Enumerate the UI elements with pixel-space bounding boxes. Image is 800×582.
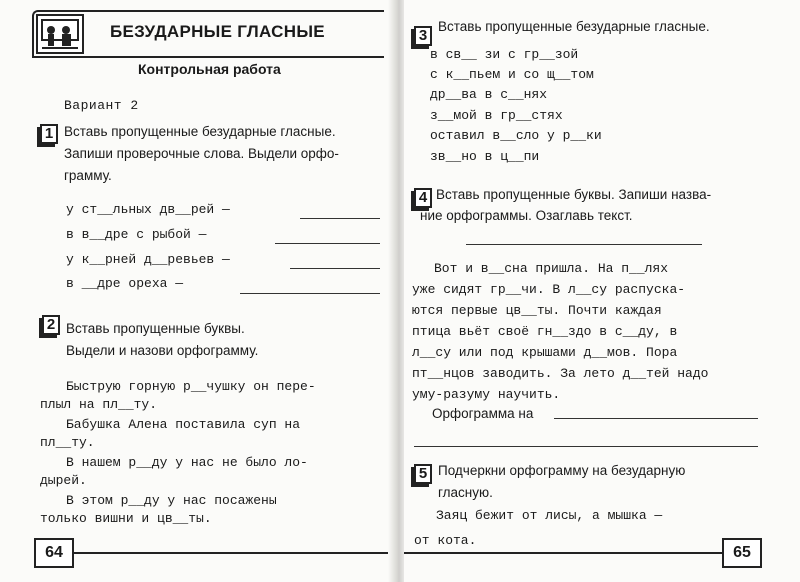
task1-instruction-line3: грамму. (64, 168, 112, 183)
task3-item: оставил в__сло у р__ки (430, 128, 602, 143)
task-number-3: 3 (414, 26, 432, 46)
illustration-logo (36, 14, 84, 54)
task2-text-line: В нашем р__ду у нас не было ло- (66, 455, 308, 470)
task2-text-line: В этом р__ду у нас посажены (66, 493, 277, 508)
task4-text-line: ются первые цв__ты. Почти каждая (412, 303, 662, 318)
task3-item: в св__ зи с гр__зой (430, 47, 579, 62)
title-answer-line[interactable] (466, 244, 702, 245)
task-number-4: 4 (414, 188, 432, 208)
task3-item: з__мой в гр__стях (430, 108, 563, 123)
page-subtitle: Контрольная работа (138, 61, 281, 77)
task4-text-line: л__су или под крышами д__мов. Пора (412, 345, 678, 360)
task-number-2: 2 (42, 315, 60, 335)
task3-instruction: Вставь пропущенные безударные гласные. (438, 19, 710, 34)
task1-item: в __дре ореха — (66, 276, 184, 291)
task4-instruction-line1: Вставь пропущенные буквы. Запиши назва- (436, 187, 712, 202)
task2-text-line: плыл на пл__ту. (40, 397, 158, 412)
task4-text-line: птица вьёт своё гн__здо в с__ду, в (412, 324, 678, 339)
answer-line[interactable] (290, 268, 380, 269)
task4-text-line: Вот и в__сна пришла. На п__лях (434, 261, 669, 276)
task-number-5: 5 (414, 464, 432, 484)
task2-text-line: только вишни и цв__ты. (40, 511, 212, 526)
variant-label: Вариант 2 (64, 98, 139, 113)
right-page (404, 0, 800, 582)
section-title: БЕЗУДАРНЫЕ ГЛАСНЫЕ (110, 22, 325, 41)
task5-instruction-line2: гласную. (438, 485, 493, 500)
orthogram-label: Орфограмма на (432, 406, 534, 421)
orthogram-answer-line[interactable] (554, 418, 758, 419)
bottom-rule-right (404, 552, 722, 554)
task2-text-line: дырей. (40, 473, 87, 488)
task3-item: с к__пьем и со щ__том (430, 67, 594, 82)
task-number-1: 1 (40, 124, 58, 144)
answer-line[interactable] (275, 243, 380, 244)
orthogram-answer-line-2[interactable] (414, 446, 758, 447)
task4-text-line: уже сидят гр__чи. В л__су распуска- (412, 282, 686, 297)
task4-instruction-line2: ние орфограммы. Озаглавь текст. (420, 208, 633, 223)
task1-item: у ст__льных дв__рей — (66, 202, 230, 217)
task2-text-line: Бабушка Алена поставила суп на (66, 417, 301, 432)
left-page (0, 0, 392, 582)
task5-text-line: Заяц бежит от лисы, а мышка — (436, 508, 663, 523)
task4-text-line: уму-разуму научить. (412, 387, 561, 402)
page-number-left: 64 (34, 538, 74, 568)
task1-instruction-line2: Запиши проверочные слова. Выдели орфо- (64, 146, 339, 161)
task2-instruction-line1: Вставь пропущенные буквы. (66, 321, 245, 336)
children-at-board-icon (40, 18, 80, 50)
task2-text-line: пл__ту. (40, 435, 95, 450)
task4-text-line: пт__нцов заводить. За лето д__тей надо (412, 366, 709, 381)
answer-line[interactable] (300, 218, 380, 219)
task1-item: у к__рней д__ревьев — (66, 252, 230, 267)
task5-text-line: от кота. (414, 533, 477, 548)
task2-text-line: Быструю горную р__чушку он пере- (66, 379, 316, 394)
task3-item: др__ва в с__нях (430, 87, 548, 102)
page-number-right: 65 (722, 538, 762, 568)
task1-item: в в__дре с рыбой — (66, 227, 207, 242)
task5-instruction-line1: Подчеркни орфограмму на безударную (438, 463, 686, 478)
task1-instruction-line1: Вставь пропущенные безударные гласные. (64, 124, 336, 139)
task2-instruction-line2: Выдели и назови орфограмму. (66, 343, 259, 358)
task3-item: зв__но в ц__пи (430, 149, 540, 164)
bottom-rule-left (74, 552, 388, 554)
answer-line[interactable] (240, 293, 380, 294)
